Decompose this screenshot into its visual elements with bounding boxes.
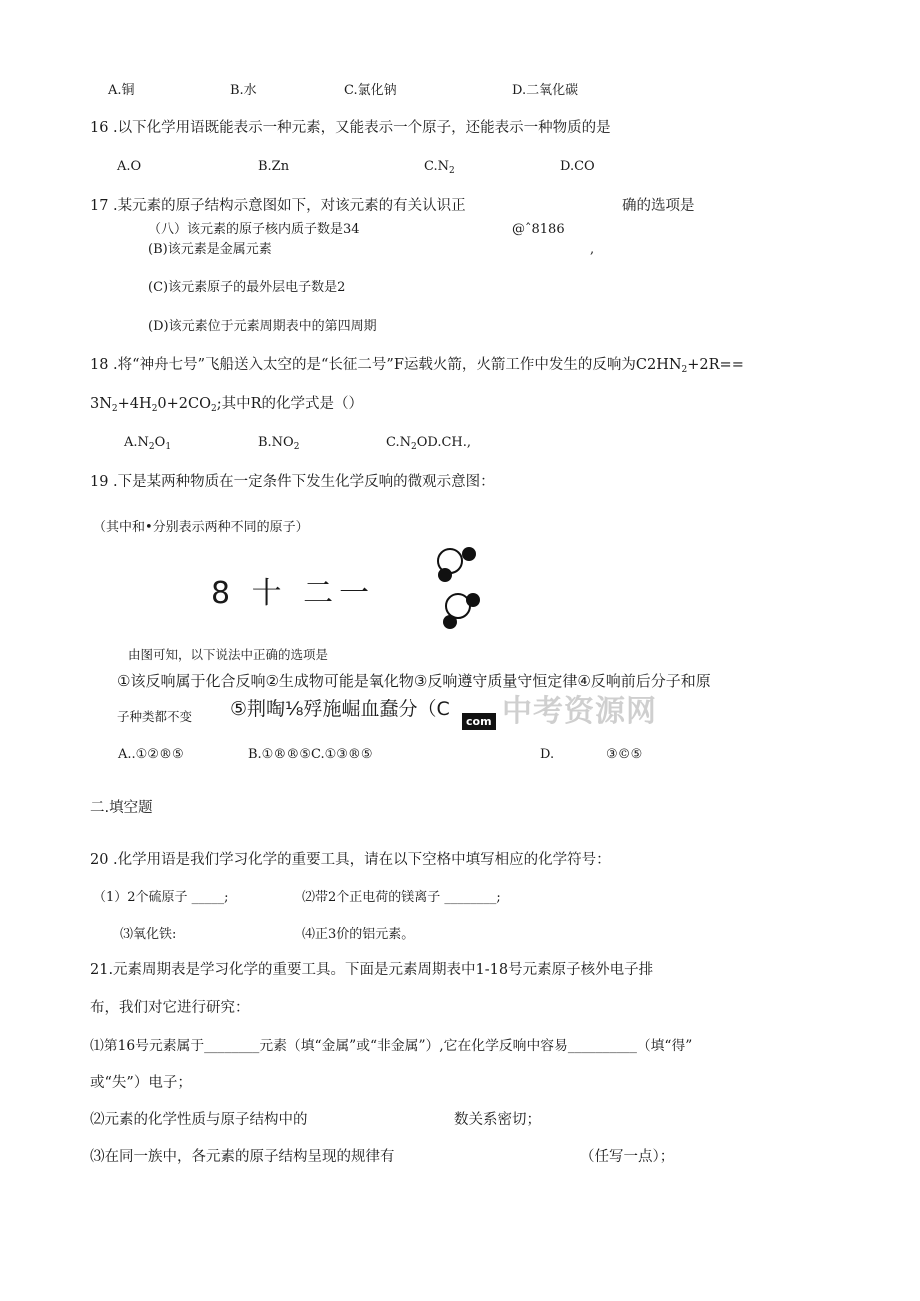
black-atom bbox=[462, 547, 476, 561]
q18-option-b bbox=[258, 436, 299, 452]
q17-stray-comma: , bbox=[590, 242, 595, 257]
q16-option-b: B.Zn bbox=[258, 159, 290, 174]
q18-line1 bbox=[90, 358, 744, 375]
q18-option-a-mid: O bbox=[154, 435, 166, 450]
q18-line2-b: +4H bbox=[117, 396, 152, 412]
q16-option-d: D.CO bbox=[560, 159, 595, 174]
q20-stem: 20 .化学用语是我们学习化学的重要工具，请在以下空格中填写相应的化学符号： bbox=[90, 852, 611, 868]
q16-option-c bbox=[424, 160, 455, 176]
q18-option-b-main: B.NO bbox=[258, 435, 294, 450]
q17-option-d: (D)该元素位于元素周期表中的第四周期 bbox=[148, 319, 377, 334]
q19-intro: 由图可知，以下说法中正确的选项是 bbox=[128, 647, 329, 662]
q21-item-3-left: ⑶在同一族中，各元素的原子结构呈现的规律有 bbox=[90, 1149, 395, 1165]
q21-item-2-left: ⑵元素的化学性质与原子结构中的 bbox=[90, 1112, 308, 1128]
q21-item-1-line2: 或“失”）电子； bbox=[90, 1075, 192, 1091]
q16-stem: 16 .以下化学用语既能表示一种元素，又能表示一个原子，还能表示一种物质的是 bbox=[90, 120, 611, 136]
q18-line2-sub3: 2 bbox=[211, 404, 217, 414]
q18-line2-d: ;其中R的化学式是（） bbox=[216, 396, 364, 412]
q20-item-1: （1）2个硫原子 _____; bbox=[93, 890, 229, 905]
q19-statements: ①该反响属于化合反响②生成物可能是氧化物③反响遵守质量守恒定律④反响前后分子和原 bbox=[117, 672, 711, 690]
black-atom bbox=[438, 568, 452, 582]
q19-statements-cont: 子种类都不变 bbox=[117, 709, 193, 724]
q18-option-a-sub1: 2 bbox=[148, 442, 155, 452]
q18-option-c-main: C.N bbox=[386, 435, 411, 450]
q19-garbled-text: ⑤荆啕⅛殍施崛血蠢分（C bbox=[230, 698, 450, 720]
q19-option-d-label: D. bbox=[540, 747, 555, 762]
q18-option-a-main: A.N bbox=[124, 435, 149, 450]
q18-line1-b: +2R== bbox=[687, 357, 744, 373]
watermark-logo: 中考资源网 bbox=[502, 694, 657, 729]
q17-stem-left: 17 .某元素的原子结构示意图如下，对该元素的有关认识正 bbox=[90, 198, 466, 214]
q16-option-c-sub: 2 bbox=[449, 166, 455, 176]
q17-option-b: (B)该元素是金属元素 bbox=[148, 242, 272, 257]
molecule-1 bbox=[438, 547, 476, 582]
section-title: 二.填空题 bbox=[90, 800, 153, 816]
q15-option-b: B.水 bbox=[230, 83, 257, 98]
q20-item-3: ⑶氧化铁: bbox=[120, 927, 177, 942]
q21-item-1-line1: ⑴第16号元素属于________元素（填“金属”或“非金属”）,它在化学反响中容易__________（填“得” bbox=[90, 1038, 693, 1054]
molecule-diagram bbox=[434, 544, 486, 634]
q16-option-c-main: C.N bbox=[424, 159, 449, 174]
q17-stem-right: 确的选项是 bbox=[622, 198, 695, 214]
q18-line1-a: 18 .将“神舟七号”飞船送入太空的是“长征二号”F运载火箭，火箭工作中发生的反响为C2HN bbox=[90, 357, 682, 373]
black-atom bbox=[443, 615, 457, 629]
q18-line2-c: 0+2CO bbox=[157, 396, 212, 412]
q17-diagram-text: @ˆ8186 bbox=[512, 222, 565, 237]
q18-line2 bbox=[90, 397, 363, 414]
q19-equation: 8 十 二一 bbox=[211, 576, 376, 611]
q18-option-b-sub: 2 bbox=[293, 442, 300, 452]
q18-option-c-sub: 2 bbox=[411, 442, 417, 452]
q18-option-a-sub2: 1 bbox=[165, 442, 172, 452]
q21-item-3-right: （任写一点）； bbox=[580, 1149, 675, 1165]
q16-option-a: A.O bbox=[117, 159, 142, 174]
molecule-2 bbox=[443, 593, 480, 629]
q21-stem-line1: 21.元素周期表是学习化学的重要工具。下面是元素周期表中1-18号元素原子核外电子排 bbox=[90, 962, 654, 978]
black-atom bbox=[466, 593, 480, 607]
q18-line2-sub2: 2 bbox=[151, 404, 158, 414]
q19-option-d-value: ③©⑤ bbox=[606, 747, 643, 762]
q18-line1-sub: 2 bbox=[681, 365, 688, 375]
q19-note: （其中和•分别表示两种不同的原子） bbox=[93, 520, 309, 535]
q18-option-c bbox=[386, 436, 471, 452]
q19-option-b: B.①®®⑤C.①③®⑤ bbox=[248, 747, 373, 762]
q20-item-2: ⑵带2个正电荷的镁离子 ________; bbox=[302, 890, 501, 905]
q18-option-a bbox=[124, 436, 171, 452]
q19-option-a: A..①②®⑤ bbox=[118, 747, 184, 762]
watermark-badge: com bbox=[462, 713, 496, 730]
q15-option-a: A.铜 bbox=[108, 83, 135, 98]
white-atom bbox=[446, 594, 470, 618]
q18-option-c-rest: OD.CH., bbox=[416, 435, 472, 450]
q21-item-2-right: 数关系密切； bbox=[454, 1112, 541, 1128]
q17-option-c: (C)该元素原子的最外层电子数是2 bbox=[148, 280, 346, 295]
q15-option-d: D.二氧化碳 bbox=[512, 83, 579, 98]
q20-item-4: ⑷正3价的铝元素。 bbox=[302, 927, 415, 942]
q18-line2-sub1: 2 bbox=[111, 404, 118, 414]
q15-option-c: C.氯化钠 bbox=[344, 83, 397, 98]
q18-line2-a: 3N bbox=[90, 396, 112, 412]
q21-stem-line2: 布，我们对它进行研究： bbox=[90, 1000, 250, 1016]
q17-option-a: （八）该元素的原子核内质子数是34 bbox=[148, 222, 360, 237]
q19-stem: 19 .下是某两种物质在一定条件下发生化学反响的微观示意图： bbox=[90, 474, 495, 490]
